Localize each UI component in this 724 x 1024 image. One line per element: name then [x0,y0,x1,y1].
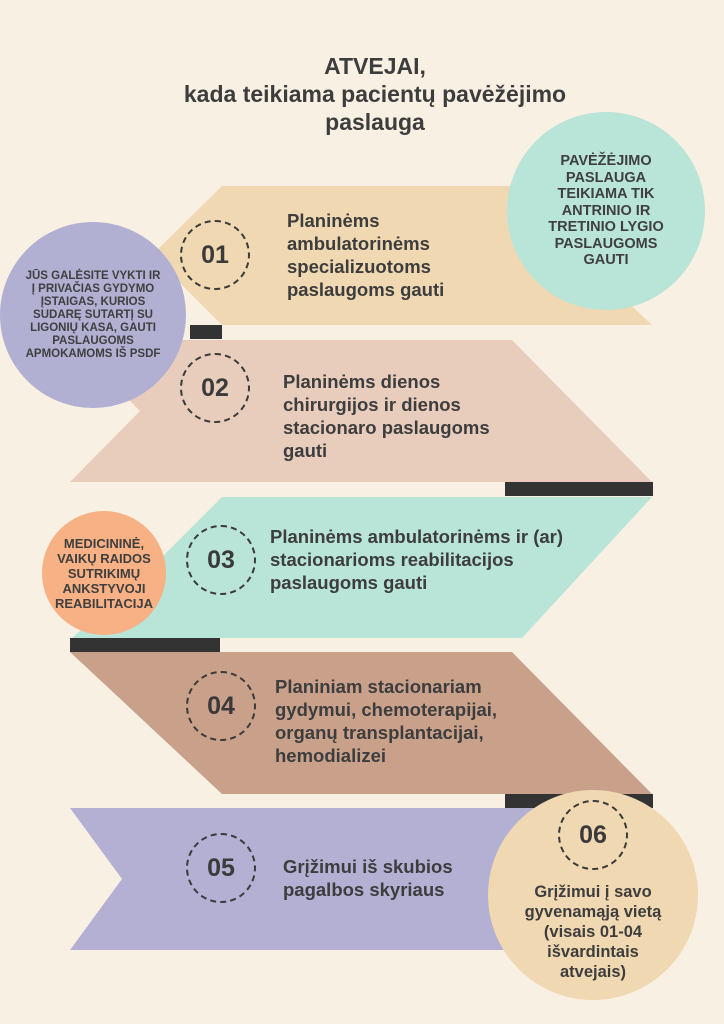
private-institutions-circle [0,222,186,408]
private-institutions-text: JŪS GALĖSITE VYKTI IR Į PRIVAČIAS GYDYMO ĮSTAIGAS, KURIOS SUDARĘ SUTARTĮ SU LIGONIŲ KASA, GAUTI PASLAUGOMS APMOKAMOMS IŠ PSDF [25,269,161,360]
step-number-02: 02 [180,353,250,423]
step-text-05: Grįžimui iš skubios pagalbos skyriaus [283,856,453,900]
step-text-01: Planinėms ambulatorinėms specializuotoms paslaugoms gauti [287,210,445,300]
return-home-text: Grįžimui į savo gyvenamąją vietą (visais 01-04 išvardintais atvejais) [524,883,662,981]
secondary-level-circle [507,112,705,310]
connector-tab-1 [190,325,222,339]
step-text-02: Planinėms dienos chirurgijos ir dienos stacionaro paslaugoms gauti [283,371,490,461]
return-home-circle [488,790,698,1000]
rehabilitation-circle [42,511,166,635]
step-number-03: 03 [186,525,256,595]
rehabilitation-text: MEDICININĖ, VAIKŲ RAIDOS SUTRIKIMŲ ANKSTYVOJI REABILITACIJA [55,535,153,611]
step-number-05: 05 [186,833,256,903]
step-number-06: 06 [558,800,628,870]
title-line-1: ATVEJAI, [324,53,426,79]
step-text-03: Planinėms ambulatorinėms ir (ar) stacionarioms reabilitacijos paslaugoms gauti [270,526,564,593]
secondary-level-text: PAVĖŽĖJIMO PASLAUGA TEIKIAMA TIK ANTRINIO IR TRETINIO LYGIO PASLAUGOMS GAUTI [548,153,664,269]
title-line-3: paslauga [325,109,425,135]
step-number-04: 04 [186,671,256,741]
connector-tab-2 [505,482,653,496]
step-text-04: Planiniam stacionariam gydymui, chemoterapijai, organų transplantacijai, hemodializei [275,676,498,766]
title-line-2: kada teikiama pacientų pavėžėjimo [183,81,567,107]
connector-tab-3 [70,638,220,652]
step-number-01: 01 [180,220,250,290]
